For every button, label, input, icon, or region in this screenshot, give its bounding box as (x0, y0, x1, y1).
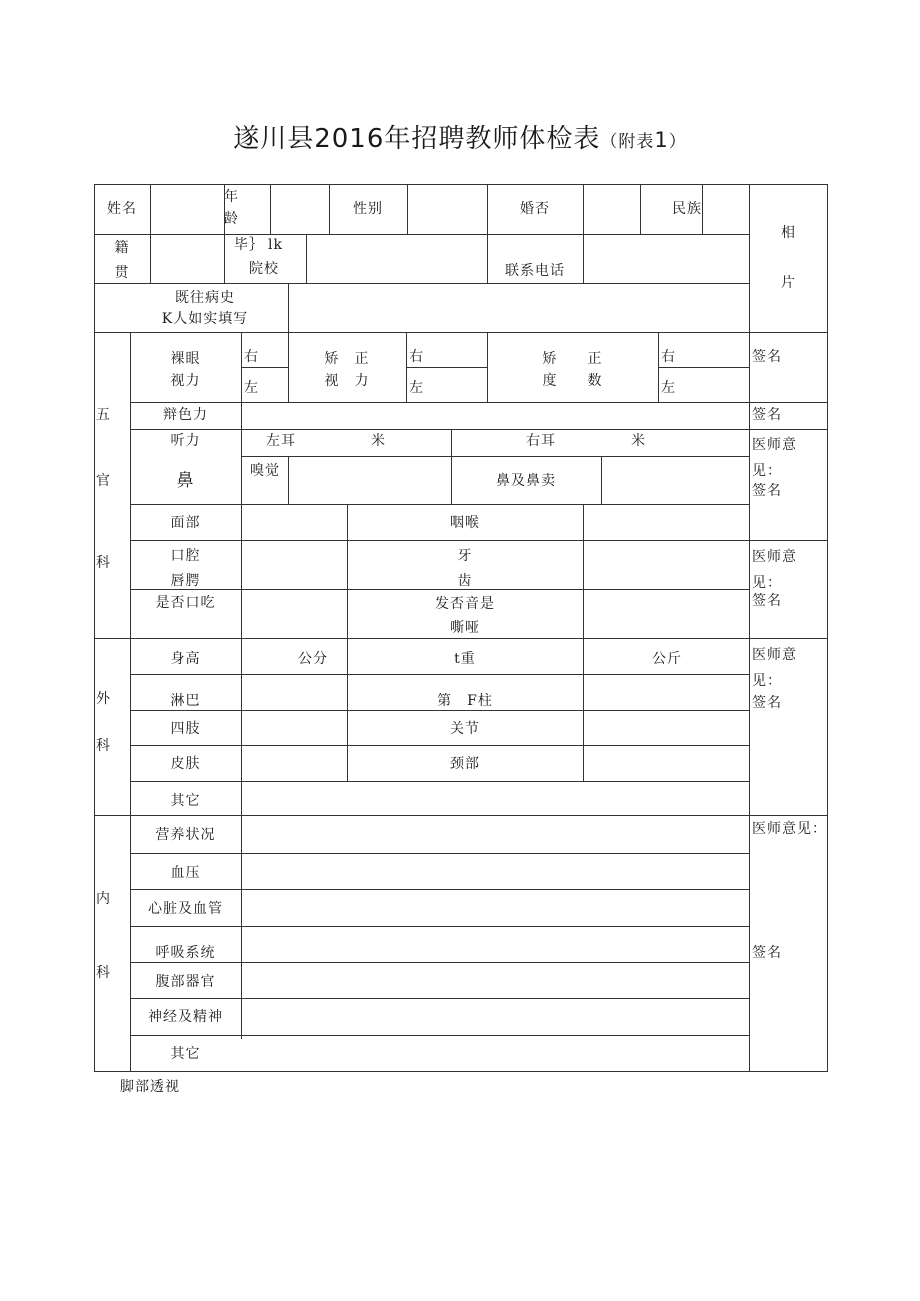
correction-degree-left-label: 左 (661, 380, 676, 396)
document-title (0, 118, 920, 155)
mouth-lips-label: 口腔 唇腭 (170, 548, 201, 589)
title-appendix-close: ） (668, 132, 687, 152)
heart-vessels-label: 心脏及血管 (148, 901, 223, 917)
naked-vision-right-label: 右 (244, 349, 259, 365)
ent-section-label-1: 五 (96, 407, 111, 423)
nose-sinus-label: 鼻及鼻卖 (496, 473, 556, 489)
teeth-label: 牙 齿 (457, 548, 473, 589)
surgery-doctor-opinion-label: 医师意 见： (752, 647, 797, 689)
color-vision-sign-label: 签名 (752, 407, 782, 423)
medical-history-label: 既往病史 K人如实填写 (161, 290, 249, 327)
weight-unit-label: 公斤 (652, 651, 682, 667)
ethnicity-label: 民族 (672, 201, 702, 217)
corrected-vision-label: 矫 正 视 力 (324, 351, 370, 389)
corrected-vision-right-label: 右 (409, 349, 424, 365)
face-label: 面部 (170, 515, 201, 531)
skin-label: 皮肤 (170, 756, 201, 772)
correction-degree-right-label: 右 (661, 349, 676, 365)
mouth-doctor-sign-label: 签名 (752, 593, 782, 609)
limbs-label: 四肢 (170, 721, 201, 737)
corrected-vision-left-label: 左 (409, 380, 424, 396)
hearing-label: 听力 (170, 433, 201, 449)
smell-label: 嗅觉 (250, 463, 280, 479)
age-label: 年 龄 (224, 189, 239, 227)
ent-doctor-sign-label: 签名 (752, 483, 782, 499)
throat-label: 咽喉 (450, 515, 480, 531)
internal-other-label: 其它 (170, 1046, 201, 1062)
height-unit-label: 公分 (298, 651, 328, 667)
surgery-section-label-1: 外 (96, 691, 111, 707)
graduate-label-a: 毕｝ (234, 237, 264, 253)
weight-label: t重 (454, 651, 476, 667)
height-label: 身高 (170, 651, 201, 667)
photo-label-bottom: 片 (781, 275, 796, 291)
respiratory-label: 呼吸系统 (155, 945, 216, 961)
gender-label: 性别 (353, 201, 383, 217)
right-ear-label: 右耳 米 (526, 433, 646, 449)
joints-label: 关节 (450, 721, 480, 737)
internal-section-label-1: 内 (96, 891, 111, 907)
footer-note: 脚部透视 (120, 1079, 180, 1095)
naked-vision-label: 裸眼 视力 (170, 351, 201, 389)
photo-label-top: 相 (781, 225, 796, 241)
left-ear-label: 左耳 米 (266, 433, 386, 449)
name-label: 姓名 (107, 201, 137, 217)
ent-section-label-3: 科 (96, 555, 111, 571)
internal-section-label-2: 科 (96, 965, 111, 981)
neuro-label: 神经及精神 (148, 1009, 223, 1025)
mouth-doctor-opinion-label: 医师意 见： (752, 549, 797, 591)
lymph-label: 淋巴 (170, 693, 201, 709)
title-main: 遂川县2016年招聘教师体检表 (233, 124, 601, 154)
abdomen-label: 腹部器官 (155, 974, 216, 990)
ent-section-label-2: 官 (96, 473, 111, 489)
neck-label: 颈部 (450, 756, 480, 772)
phone-label: 联系电话 (505, 263, 565, 279)
stutter-label: 是否口吃 (155, 595, 216, 611)
naked-vision-left-label: 左 (244, 380, 259, 396)
graduate-school-label: 院校 (249, 261, 279, 277)
marital-label: 婚否 (520, 201, 550, 217)
exam-form-table (94, 184, 828, 1072)
internal-doctor-opinion-label: 医师意见： (752, 821, 827, 837)
surgery-other-label: 其它 (170, 793, 201, 809)
blood-pressure-label: 血压 (170, 865, 201, 881)
title-appendix-open: （附表 (600, 132, 655, 152)
color-vision-label: 辩色力 (163, 407, 208, 423)
graduate-label-b: lk (268, 237, 283, 253)
surgery-doctor-sign-label: 签名 (752, 695, 782, 711)
correction-degree-label: 矫 正 度 数 (542, 351, 603, 389)
internal-doctor-sign-label: 签名 (752, 945, 782, 961)
title-appendix-number: 1 (654, 128, 669, 152)
vision-sign-label: 签名 (752, 349, 782, 365)
spine-label: 第 F柱 (437, 693, 493, 709)
voice-hoarse-label: 发否音是 嘶哑 (435, 596, 495, 636)
nose-label: 鼻 (176, 471, 195, 491)
native-place-label: 籍 贯 (114, 240, 130, 281)
nutrition-label: 营养状况 (155, 827, 216, 843)
ent-doctor-opinion-label: 医师意 见： (752, 437, 797, 479)
surgery-section-label-2: 科 (96, 738, 111, 754)
